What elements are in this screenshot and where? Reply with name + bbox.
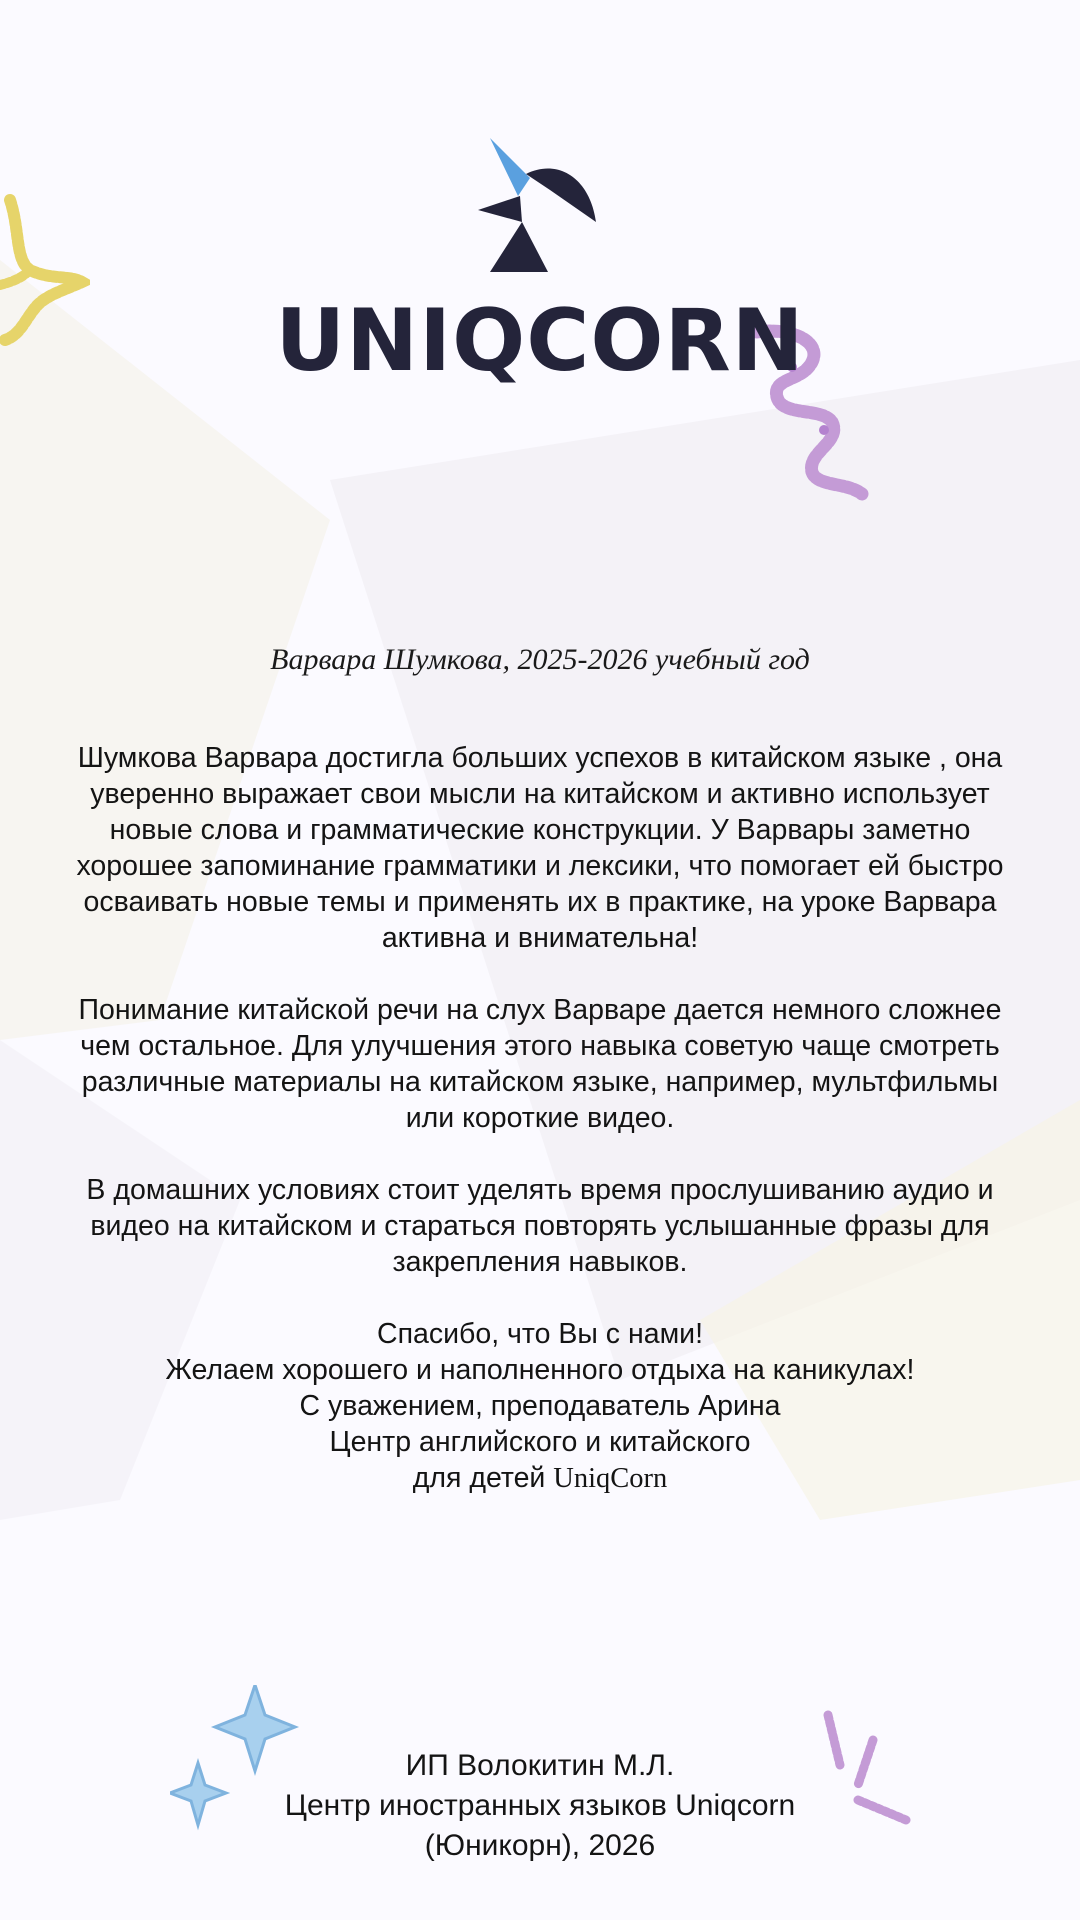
closing-thanks: Спасибо, что Вы с нами! (377, 1318, 703, 1350)
paragraph-homework: В домашних условиях стоит уделять время прослушиванию аудио и видео на китайском и стараться повторять услышанные фразы для закрепления навыков. (86, 1174, 994, 1278)
student-year-subtitle: Варвара Шумкова, 2025-2026 учебный год (270, 643, 810, 676)
closing-center: Центр английского и китайского (329, 1426, 751, 1458)
paragraph-progress: Шумкова Варвара достигла больших успехов в китайском языке , она уверенно выражает свои мысли на китайском и активно использует новые слова и грамматические конструкции. У Варвары заметно хорошее запоминание грамматики и лексики, что помогает ей быстро осваивать новые темы и применять их в практике, на уроке Варвара активна и внимательна! (76, 742, 1004, 954)
footer-center: Центр иностранных языков Uniqcorn (284, 1789, 796, 1822)
closing-brand-name: UniqCorn (553, 1463, 668, 1494)
report-body (70, 740, 1010, 1497)
closing-for-kids-line (70, 1460, 1010, 1497)
footer (0, 1746, 1080, 1866)
footer-owner: ИП Волокитин М.Л. (405, 1749, 675, 1782)
uniqcorn-logo-icon (478, 138, 602, 272)
closing-for-kids: для детей (412, 1462, 546, 1494)
paragraph-listening: Понимание китайской речи на слух Варваре дается немного сложнее чем остальное. Для улучшения этого навыка советую чаще смотреть различные материалы на китайском языке, например, мультфильмы или короткие видео. (78, 994, 1002, 1134)
footer-year: (Юникорн), 2026 (424, 1829, 656, 1862)
closing-regards: С уважением, преподаватель Арина (299, 1390, 781, 1422)
brand-wordmark: UNIQCORN (275, 291, 805, 391)
closing-block (70, 1316, 1010, 1497)
closing-wish: Желаем хорошего и наполненного отдыха на каникулах! (165, 1354, 915, 1386)
